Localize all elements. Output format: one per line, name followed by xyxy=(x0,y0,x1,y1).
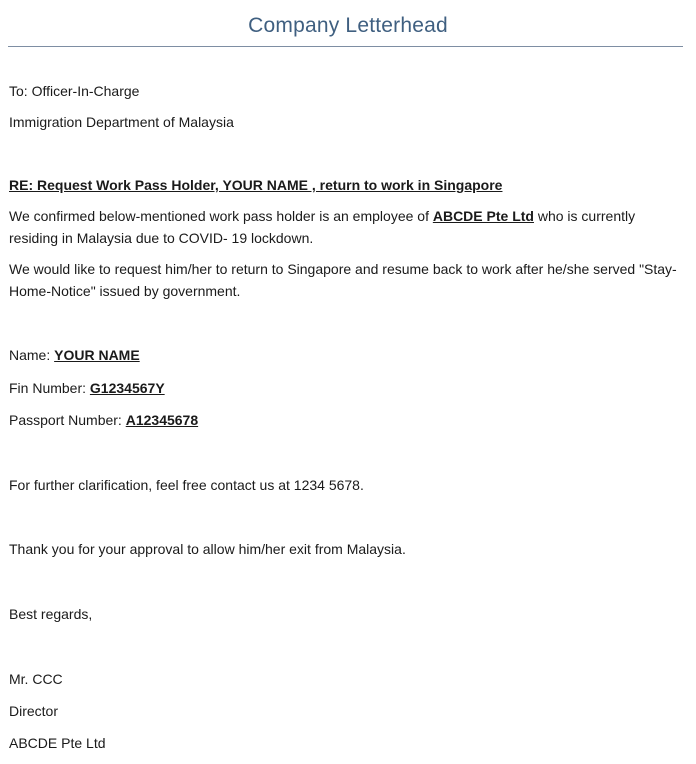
recipient-to: To: Officer-In-Charge xyxy=(9,83,140,99)
signature-company: ABCDE Pte Ltd xyxy=(9,735,106,751)
detail-passport-value: A12345678 xyxy=(125,412,199,428)
body-paragraph-1 xyxy=(9,205,679,249)
detail-name-label: Name: xyxy=(9,347,55,363)
body-paragraph-1-text-end: who is currently residing in Malaysia due to COVID- 19 lockdown. xyxy=(9,208,636,246)
closing-thanks: Thank you for your approval to allow him/her exit from Malaysia. xyxy=(9,541,406,557)
letterhead-title: Company Letterhead xyxy=(248,14,448,37)
signature-title: Director xyxy=(9,703,59,719)
closing-regards: Best regards, xyxy=(9,606,93,622)
subject-line: RE: Request Work Pass Holder, YOUR NAME , return to work in Singapore xyxy=(9,177,503,193)
detail-fin-label: Fin Number: xyxy=(9,380,90,396)
detail-fin xyxy=(9,377,165,399)
recipient-department: Immigration Department of Malaysia xyxy=(9,114,234,130)
letterhead-divider xyxy=(8,46,683,47)
detail-name xyxy=(9,344,140,366)
body-company-name: ABCDE Pte Ltd xyxy=(432,208,534,224)
detail-name-value: YOUR NAME xyxy=(54,347,140,363)
detail-fin-value: G1234567Y xyxy=(89,380,165,396)
signature-name: Mr. CCC xyxy=(9,671,63,687)
detail-passport xyxy=(9,409,198,431)
body-paragraph-1-text-start: We confirmed below-mentioned work pass holder is an employee of xyxy=(9,208,433,224)
detail-passport-label: Passport Number: xyxy=(9,412,126,428)
closing-clarification: For further clarification, feel free contact us at 1234 5678. xyxy=(9,477,364,493)
body-paragraph-2: We would like to request him/her to return to Singapore and resume back to work after he/she served "Stay-Home-Notice" issued by government. xyxy=(9,261,677,299)
